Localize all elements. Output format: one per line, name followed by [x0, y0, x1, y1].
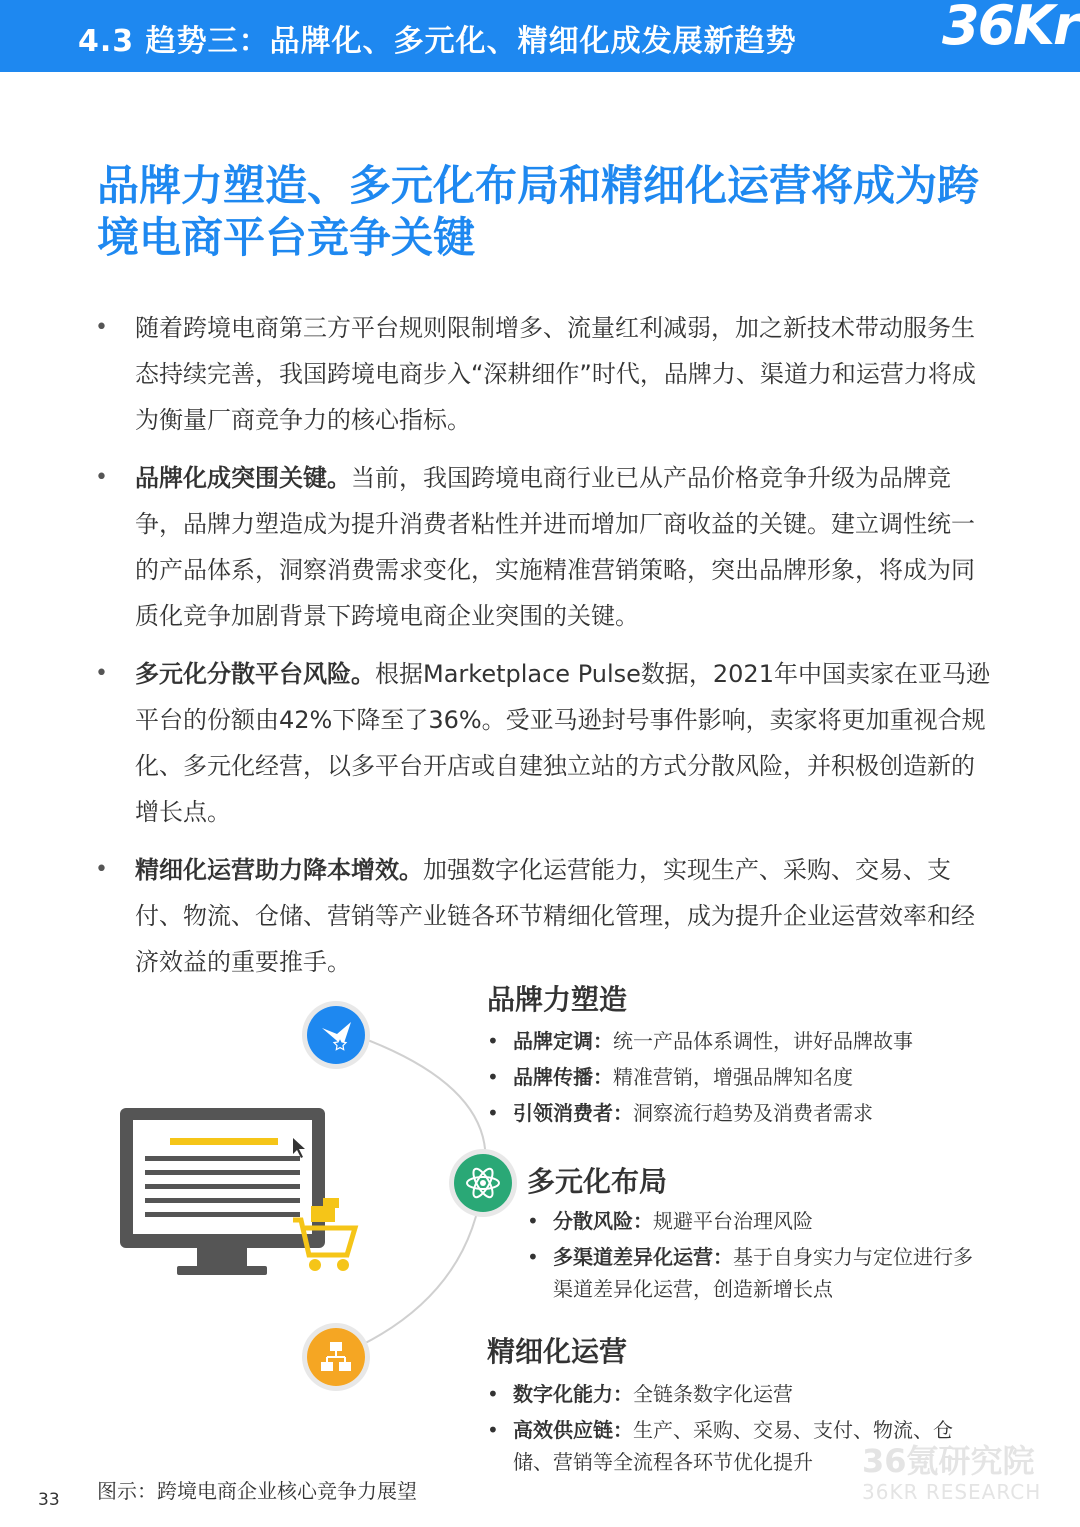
item-bold: 品牌定调：	[513, 1029, 613, 1053]
page-header	[0, 0, 1080, 72]
list-item	[527, 1205, 987, 1237]
watermark-en: 36KR RESEARCH	[862, 1480, 1042, 1504]
item-text: 基于自身实力与定位进行多渠道差异化运营，创造新增长点	[553, 1245, 973, 1301]
bullet-item	[95, 651, 990, 835]
list-item	[527, 1241, 987, 1305]
bullet-text: 当前，我国跨境电商行业已从产品价格竞争升级为品牌竞争，品牌力塑造成为提升消费者粘性并进而增加厂商收益的关键。建立调性统一的产品体系，洞察消费需求变化，实施精准营销策略，突出品牌形象，将成为同质化竞争加剧背景下跨境电商企业突围的关键。	[135, 464, 975, 630]
star-flag-icon	[307, 1006, 365, 1064]
list-item	[487, 1061, 1007, 1093]
bullet-dot-icon: •	[95, 661, 108, 686]
bullet-dot-icon: •	[95, 315, 108, 340]
item-text: 统一产品体系调性，讲好品牌故事	[613, 1029, 913, 1053]
bullet-dot-icon: •	[95, 857, 108, 882]
refined-node	[307, 1328, 365, 1386]
item-text: 生产、采购、交易、支付、物流、仓储、营销等全流程各环节优化提升	[513, 1418, 953, 1474]
computer-cart-icon	[115, 1100, 365, 1285]
network-icon	[307, 1328, 365, 1386]
diverse-section-list	[527, 1205, 987, 1309]
brand-node	[307, 1006, 365, 1064]
page-number: 33	[38, 1490, 60, 1510]
bullet-dot-icon: •	[527, 1209, 539, 1233]
item-text: 规避平台治理风险	[653, 1209, 813, 1233]
bullet-dot-icon: •	[527, 1245, 539, 1269]
item-bold: 分散风险：	[553, 1209, 653, 1233]
bullet-bold: 品牌化成突围关键。	[135, 464, 351, 492]
diverse-node	[454, 1154, 512, 1212]
list-item	[487, 1097, 1007, 1129]
watermark-cn: 36氪研究院	[862, 1442, 1035, 1480]
bullet-dot-icon: •	[487, 1418, 499, 1442]
item-bold: 高效供应链：	[513, 1418, 633, 1442]
item-text: 精准营销，增强品牌知名度	[613, 1065, 853, 1089]
bullet-dot-icon: •	[487, 1029, 499, 1053]
item-bold: 数字化能力：	[513, 1382, 633, 1406]
atom-icon	[454, 1154, 512, 1212]
competitiveness-diagram	[0, 975, 1080, 1475]
item-text: 全链条数字化运营	[633, 1382, 793, 1406]
figure-caption: 图示：跨境电商企业核心竞争力展望	[97, 1479, 417, 1503]
bullet-text: 根据Marketplace Pulse数据，2021年中国卖家在亚马逊平台的份额由42%下降至了36%。受亚马逊封号事件影响，卖家将更加重视合规化、多元化经营，以多平台开店或自建独立站的方式分散风险，并积极创造新的增长点。	[135, 660, 990, 826]
bullet-dot-icon: •	[487, 1101, 499, 1125]
bullet-dot-icon: •	[487, 1382, 499, 1406]
brand-section-title: 品牌力塑造	[487, 983, 628, 1016]
item-bold: 引领消费者：	[513, 1101, 633, 1125]
list-item	[487, 1378, 977, 1410]
main-title: 品牌力塑造、多元化布局和精细化运营将成为跨境电商平台竞争关键	[97, 161, 980, 262]
bullet-bold: 精细化运营助力降本增效。	[135, 856, 423, 884]
bullet-dot-icon: •	[95, 465, 108, 490]
bullet-item	[95, 455, 990, 639]
36kr-logo: 36Kr	[942, 0, 1078, 57]
bullet-bold: 多元化分散平台风险。	[135, 660, 375, 688]
section-title: 4.3 趋势三：品牌化、多元化、精细化成发展新趋势	[78, 24, 797, 59]
bullet-dot-icon: •	[487, 1065, 499, 1089]
item-text: 洞察流行趋势及消费者需求	[633, 1101, 873, 1125]
bullet-list	[95, 305, 990, 997]
item-bold: 多渠道差异化运营：	[553, 1245, 733, 1269]
diverse-section-title: 多元化布局	[527, 1165, 668, 1198]
refined-section-title: 精细化运营	[487, 1335, 628, 1368]
bullet-item	[95, 847, 990, 985]
item-bold: 品牌传播：	[513, 1065, 613, 1089]
list-item	[487, 1025, 1007, 1057]
bullet-text: 加强数字化运营能力，实现生产、采购、交易、支付、物流、仓储、营销等产业链各环节精细化管理，成为提升企业运营效率和经济效益的重要推手。	[135, 856, 975, 976]
bullet-item	[95, 305, 990, 443]
brand-section-list	[487, 1025, 1007, 1133]
bullet-text: 随着跨境电商第三方平台规则限制增多、流量红利减弱，加之新技术带动服务生态持续完善，我国跨境电商步入“深耕细作”时代，品牌力、渠道力和运营力将成为衡量厂商竞争力的核心指标。	[135, 314, 976, 434]
